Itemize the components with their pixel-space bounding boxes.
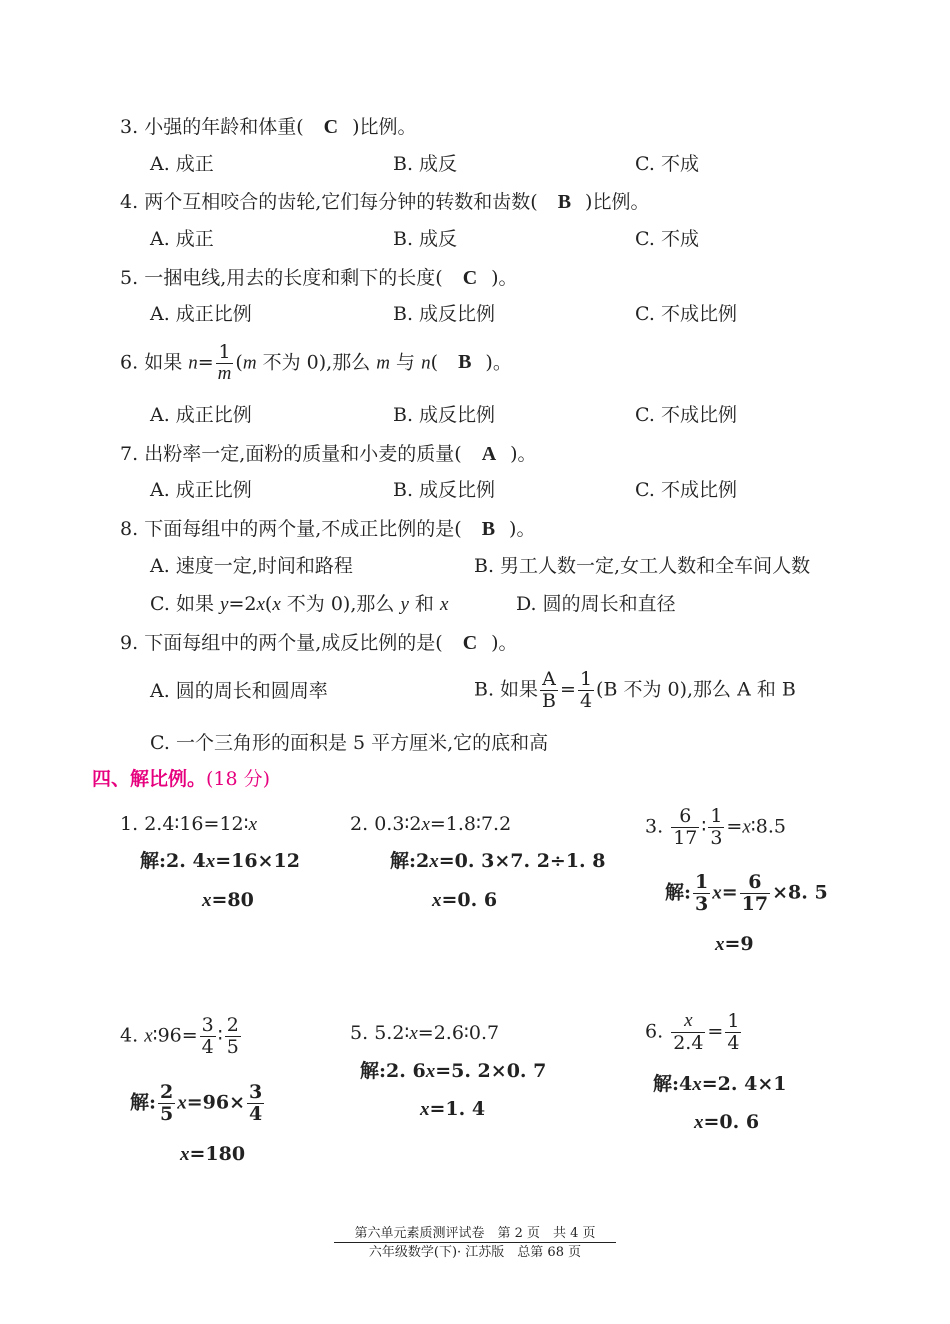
- option-a: A. 圆的周长和圆周率: [150, 680, 328, 702]
- solution-result: x=180: [180, 1143, 246, 1165]
- solution-step: 解:2. 4x=16×12: [140, 850, 300, 872]
- question-4: 4. 两个互相咬合的齿轮,它们每分钟的转数和齿数( B )比例。: [120, 191, 650, 213]
- answer: B: [557, 191, 572, 213]
- option-c: C. 不成: [635, 153, 699, 175]
- solution-step: 解:4x=2. 4×1: [653, 1073, 787, 1095]
- answer: C: [462, 632, 478, 654]
- option-a: A. 速度一定,时间和路程: [150, 555, 353, 577]
- option-d: D. 圆的周长和直径: [516, 593, 676, 615]
- option-c: C. 如果 y=2x(x 不为 0),那么 y 和 x: [150, 593, 449, 615]
- problem-2: 2. 0.3∶2x=1.8∶7.2: [350, 813, 512, 835]
- option-c: C. 不成: [635, 228, 699, 250]
- solution-step: 解: $\frac{2}{5}$ x=96× $\frac{3}{4}$: [130, 1081, 263, 1125]
- option-a: A. 成正比例: [150, 404, 252, 426]
- question-6: 6. 如果 n= $\frac{1}{m}$ (m 不为 0),那么 m 与 n( B )。: [120, 341, 512, 384]
- option-a: A. 成正: [150, 153, 214, 175]
- solution-result: x=0. 6: [432, 889, 498, 911]
- option-c: C. 一个三角形的面积是 5 平方厘米,它的底和高: [150, 732, 549, 754]
- option-b: B. 成反比例: [393, 479, 496, 501]
- answer: B: [458, 351, 472, 374]
- footer-line-1: 第六单元素质测评试卷 第 2 页 共 4 页: [334, 1227, 616, 1243]
- solution-step: 解:2. 6x=5. 2×0. 7: [360, 1060, 547, 1082]
- solution-result: x=0. 6: [694, 1111, 760, 1133]
- solution-result: x=80: [202, 889, 254, 911]
- solution-step: 解:2x=0. 3×7. 2÷1. 8: [390, 850, 606, 872]
- question-3: 3. 小强的年龄和体重( C )比例。: [120, 116, 417, 138]
- problem-5: 5. 5.2∶x=2.6∶0.7: [350, 1022, 500, 1044]
- option-a: A. 成正比例: [150, 303, 252, 325]
- answer: C: [323, 116, 339, 138]
- question-5: 5. 一捆电线,用去的长度和剩下的长度( C )。: [120, 267, 518, 289]
- question-7: 7. 出粉率一定,面粉的质量和小麦的质量( A )。: [120, 443, 537, 465]
- problem-3: 3. $\frac{6}{17}$ ∶ $\frac{1}{3}$ =x∶8.5: [645, 805, 786, 849]
- solution-step: 解: $\frac{1}{3}$ x= $\frac{6}{17}$ ×8. 5: [665, 871, 828, 915]
- answer: A: [481, 443, 497, 465]
- answer: B: [481, 518, 496, 540]
- solution-result: x=1. 4: [420, 1098, 486, 1120]
- option-b: B. 成反比例: [393, 404, 496, 426]
- option-b: B. 成反比例: [393, 303, 496, 325]
- option-a: A. 成正: [150, 228, 214, 250]
- option-b: B. 男工人数一定,女工人数和全车间人数: [474, 555, 811, 577]
- section-heading: 四、解比例。(18 分): [92, 768, 271, 790]
- question-stem: 小强的年龄和体重(: [144, 116, 304, 138]
- option-a: A. 成正比例: [150, 479, 252, 501]
- option-c: C. 不成比例: [635, 479, 737, 501]
- option-c: C. 不成比例: [635, 303, 737, 325]
- fraction: $\frac{1}{4}$: [579, 668, 593, 712]
- question-9: 9. 下面每组中的两个量,成反比例的是( C )。: [120, 632, 518, 654]
- question-number: 3.: [120, 116, 139, 138]
- problem-4: 4. x∶96= $\frac{3}{4}$ ∶ $\frac{2}{5}$: [120, 1014, 239, 1058]
- problem-1: 1. 2.4∶16=12∶x: [120, 813, 258, 835]
- question-8: 8. 下面每组中的两个量,不成正比例的是( B )。: [120, 518, 536, 540]
- answer: C: [462, 267, 478, 289]
- option-b: B. 成反: [393, 153, 458, 175]
- fraction: $\frac{1}{m}$: [217, 341, 232, 384]
- problem-6: 6. $\frac{x}{2.4}$ = $\frac{1}{4}$: [645, 1010, 740, 1054]
- option-b: B. 如果 $\frac{A}{B}$ = $\frac{1}{4}$ (B 不为 0),那么 A 和 B: [474, 668, 796, 712]
- footer-line-2: 六年级数学(下)· 江苏版 总第 68 页: [368, 1245, 582, 1260]
- fraction: $\frac{A}{B}$: [542, 668, 557, 712]
- solution-result: x=9: [715, 933, 754, 955]
- option-c: C. 不成比例: [635, 404, 737, 426]
- option-b: B. 成反: [393, 228, 458, 250]
